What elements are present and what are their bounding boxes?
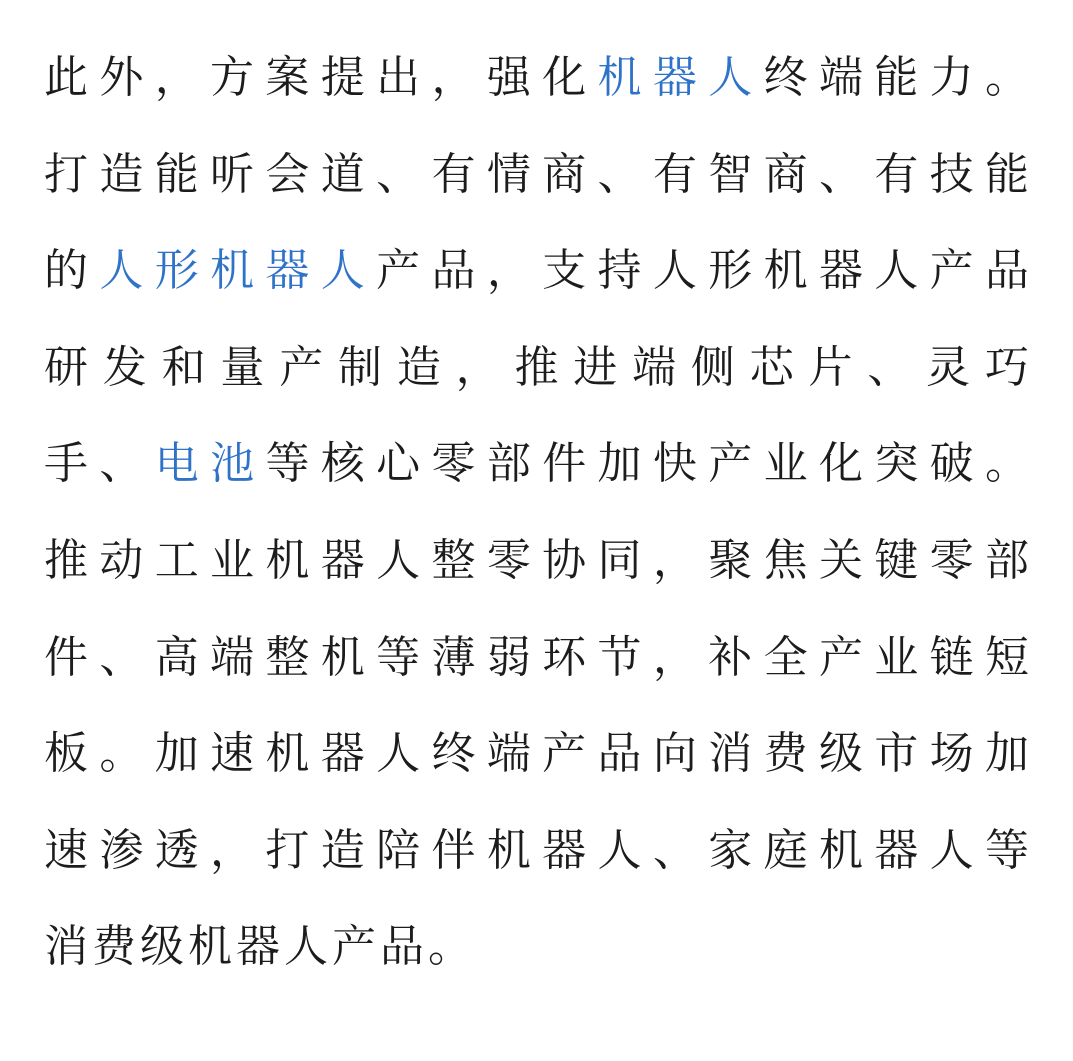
article-paragraph (44, 40, 1029, 1006)
text-segment: 手、 (44, 438, 155, 490)
text-line (44, 233, 1029, 330)
text-line (44, 426, 1029, 523)
text-segment: 等核心零部件加快产业化突破。 (265, 438, 1030, 490)
text-segment: 终端能力。 (763, 52, 1030, 103)
text-segment: 此外，方案提出，强化 (44, 52, 598, 103)
text-segment: 消费级机器人产品。 (44, 921, 476, 973)
text-segment: 速渗透，打造陪伴机器人、家庭机器人等 (44, 824, 1029, 876)
text-segment: 推动工业机器人整零协同，聚焦关键零部 (44, 534, 1029, 586)
highlighted-term[interactable]: 机器人 (597, 52, 764, 103)
text-line (44, 716, 1029, 813)
text-segment: 件、高端整机等薄弱环节，补全产业链短 (44, 631, 1029, 683)
text-segment: 的 (44, 245, 100, 297)
text-segment: 产品，支持人形机器人产品 (376, 245, 1030, 297)
text-line (44, 909, 1029, 1006)
highlighted-term[interactable]: 人形机器人 (99, 245, 377, 297)
text-line (44, 137, 1029, 234)
text-line (44, 330, 1029, 427)
text-line (44, 620, 1029, 717)
highlighted-term[interactable]: 电池 (154, 438, 266, 490)
text-line (44, 813, 1029, 910)
text-line (44, 523, 1029, 620)
text-segment: 板。加速机器人终端产品向消费级市场加 (44, 728, 1029, 780)
text-segment: 打造能听会道、有情商、有智商、有技能 (44, 148, 1029, 200)
text-line (44, 40, 1029, 137)
text-segment: 研发和量产制造，推进端侧芯片、灵巧 (44, 341, 1029, 393)
